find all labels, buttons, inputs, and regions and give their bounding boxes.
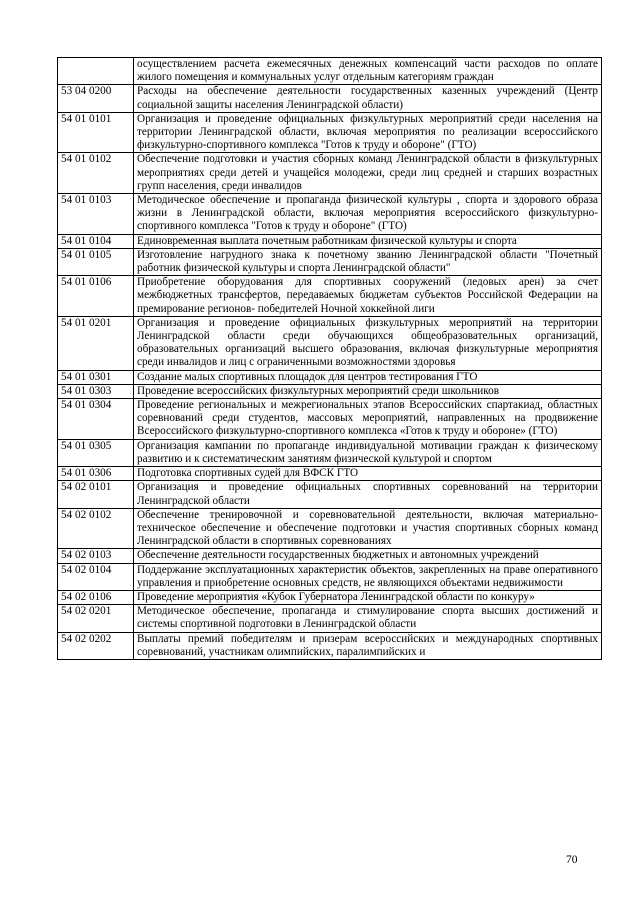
table-row <box>58 399 602 440</box>
row-code: 54 01 0102 <box>58 153 134 194</box>
table-row <box>58 276 602 317</box>
row-code: 54 02 0104 <box>58 563 134 590</box>
table-row <box>58 153 602 194</box>
row-code: 54 01 0301 <box>58 370 134 384</box>
table-row <box>58 316 602 370</box>
row-description: Выплаты премий победителям и призерам всероссийских и международных спортивных соревнований, участникам олимпийских, паралимпийских и <box>134 632 602 659</box>
table-row <box>58 112 602 153</box>
row-code: 54 02 0102 <box>58 508 134 549</box>
page-number: 70 <box>566 854 578 866</box>
row-code: 53 04 0200 <box>58 85 134 112</box>
row-description: Единовременная выплата почетным работникам физической культуры и спорта <box>134 234 602 248</box>
row-description: Методическое обеспечение и пропаганда физической культуры , спорта и здорового образа жизни в Ленинградской области, включая мероприятия всероссийского физкультурно-спортивного комплекса "Готов к труду и обороне" (ГТО) <box>134 194 602 235</box>
row-code: 54 01 0305 <box>58 439 134 466</box>
row-code: 54 01 0105 <box>58 248 134 275</box>
table-row <box>58 508 602 549</box>
table-row <box>58 605 602 632</box>
table-row <box>58 58 602 85</box>
table-row <box>58 632 602 659</box>
document-page <box>57 57 602 660</box>
row-code: 54 02 0101 <box>58 481 134 508</box>
row-description: Подготовка спортивных судей для ВФСК ГТО <box>134 467 602 481</box>
row-description: Создание малых спортивных площадок для центров тестирования ГТО <box>134 370 602 384</box>
row-description: Приобретение оборудования для спортивных сооружений (ледовых арен) за счет межбюджетных трансфертов, передаваемых бюджетам субъектов Российской Федерации на премирование регионов- победителей Ночной хоккейной лиги <box>134 276 602 317</box>
row-description: Поддержание эксплуатационных характеристик объектов, закрепленных на праве оперативного управления и приобретение основных средств, не являющихся объектами недвижимости <box>134 563 602 590</box>
row-description: Организация и проведение официальных физкультурных мероприятий на территории Ленинградской области среди обучающихся общеобразовательных организаций, образовательных организаций высшего образования, включая физкультурные мероприятия среди инвалидов и лиц с ограниченными возможностями здоровья <box>134 316 602 370</box>
table-row <box>58 85 602 112</box>
table-row <box>58 248 602 275</box>
row-description: Изготовление нагрудного знака к почетному званию Ленинградской области "Почетный работник физической культуры и спорта Ленинградской области" <box>134 248 602 275</box>
table-row <box>58 370 602 384</box>
row-description: Обеспечение тренировочной и соревновательной деятельности, включая материально-техническое обеспечение и обеспечение подготовки и участия спортивных сборных команд Ленинградской области в спортивных соревнованиях <box>134 508 602 549</box>
budget-code-table <box>57 57 602 660</box>
row-description: Расходы на обеспечение деятельности государственных казенных учреждений (Центр социальной защиты населения Ленинградской области) <box>134 85 602 112</box>
row-code: 54 01 0104 <box>58 234 134 248</box>
row-code: 54 02 0103 <box>58 549 134 563</box>
row-code: 54 02 0201 <box>58 605 134 632</box>
row-description: осуществлением расчета ежемесячных денежных компенсаций части расходов по оплате жилого помещения и коммунальных услуг отдельным категориям граждан <box>134 58 602 85</box>
row-code: 54 01 0304 <box>58 399 134 440</box>
row-description: Проведение региональных и межрегиональных этапов Всероссийских спартакиад, областных соревнований среди студентов, массовых мероприятий, направленных на продвижение Всероссийского физкультурно-спортивного комплекса «Готов к труду и обороне» (ГТО) <box>134 399 602 440</box>
row-code <box>58 58 134 85</box>
row-description: Организация и проведение официальных спортивных соревнований на территории Ленинградской области <box>134 481 602 508</box>
row-description: Обеспечение деятельности государственных бюджетных и автономных учреждений <box>134 549 602 563</box>
row-description: Проведение мероприятия «Кубок Губернатора Ленинградской области по конкуру» <box>134 590 602 604</box>
row-code: 54 01 0106 <box>58 276 134 317</box>
row-description: Организация и проведение официальных физкультурных мероприятий среди населения на территории Ленинградской области, включая мероприятия по реализации всероссийского физкультурно-спортивного комплекса "Готов к труду и обороне" (ГТО) <box>134 112 602 153</box>
row-code: 54 01 0103 <box>58 194 134 235</box>
row-code: 54 02 0202 <box>58 632 134 659</box>
row-code: 54 01 0201 <box>58 316 134 370</box>
table-body <box>58 58 602 660</box>
table-row <box>58 481 602 508</box>
row-code: 54 01 0306 <box>58 467 134 481</box>
row-description: Проведение всероссийских физкультурных мероприятий среди школьников <box>134 384 602 398</box>
table-row <box>58 549 602 563</box>
row-code: 54 01 0303 <box>58 384 134 398</box>
table-row <box>58 384 602 398</box>
table-row <box>58 467 602 481</box>
row-code: 54 01 0101 <box>58 112 134 153</box>
row-description: Обеспечение подготовки и участия сборных команд Ленинградской области в физкультурных мероприятиях среди детей и учащейся молодежи, среди лиц средней и старших возрастных групп населения, среди инвалидов <box>134 153 602 194</box>
table-row <box>58 194 602 235</box>
row-description: Методическое обеспечение, пропаганда и стимулирование спорта высших достижений и системы спортивной подготовки в Ленинградской области <box>134 605 602 632</box>
table-row <box>58 590 602 604</box>
table-row <box>58 234 602 248</box>
row-description: Организация кампании по пропаганде индивидуальной мотивации граждан к физическому развитию и к систематическим занятиям физической культурой и спортом <box>134 439 602 466</box>
table-row <box>58 439 602 466</box>
row-code: 54 02 0106 <box>58 590 134 604</box>
table-row <box>58 563 602 590</box>
